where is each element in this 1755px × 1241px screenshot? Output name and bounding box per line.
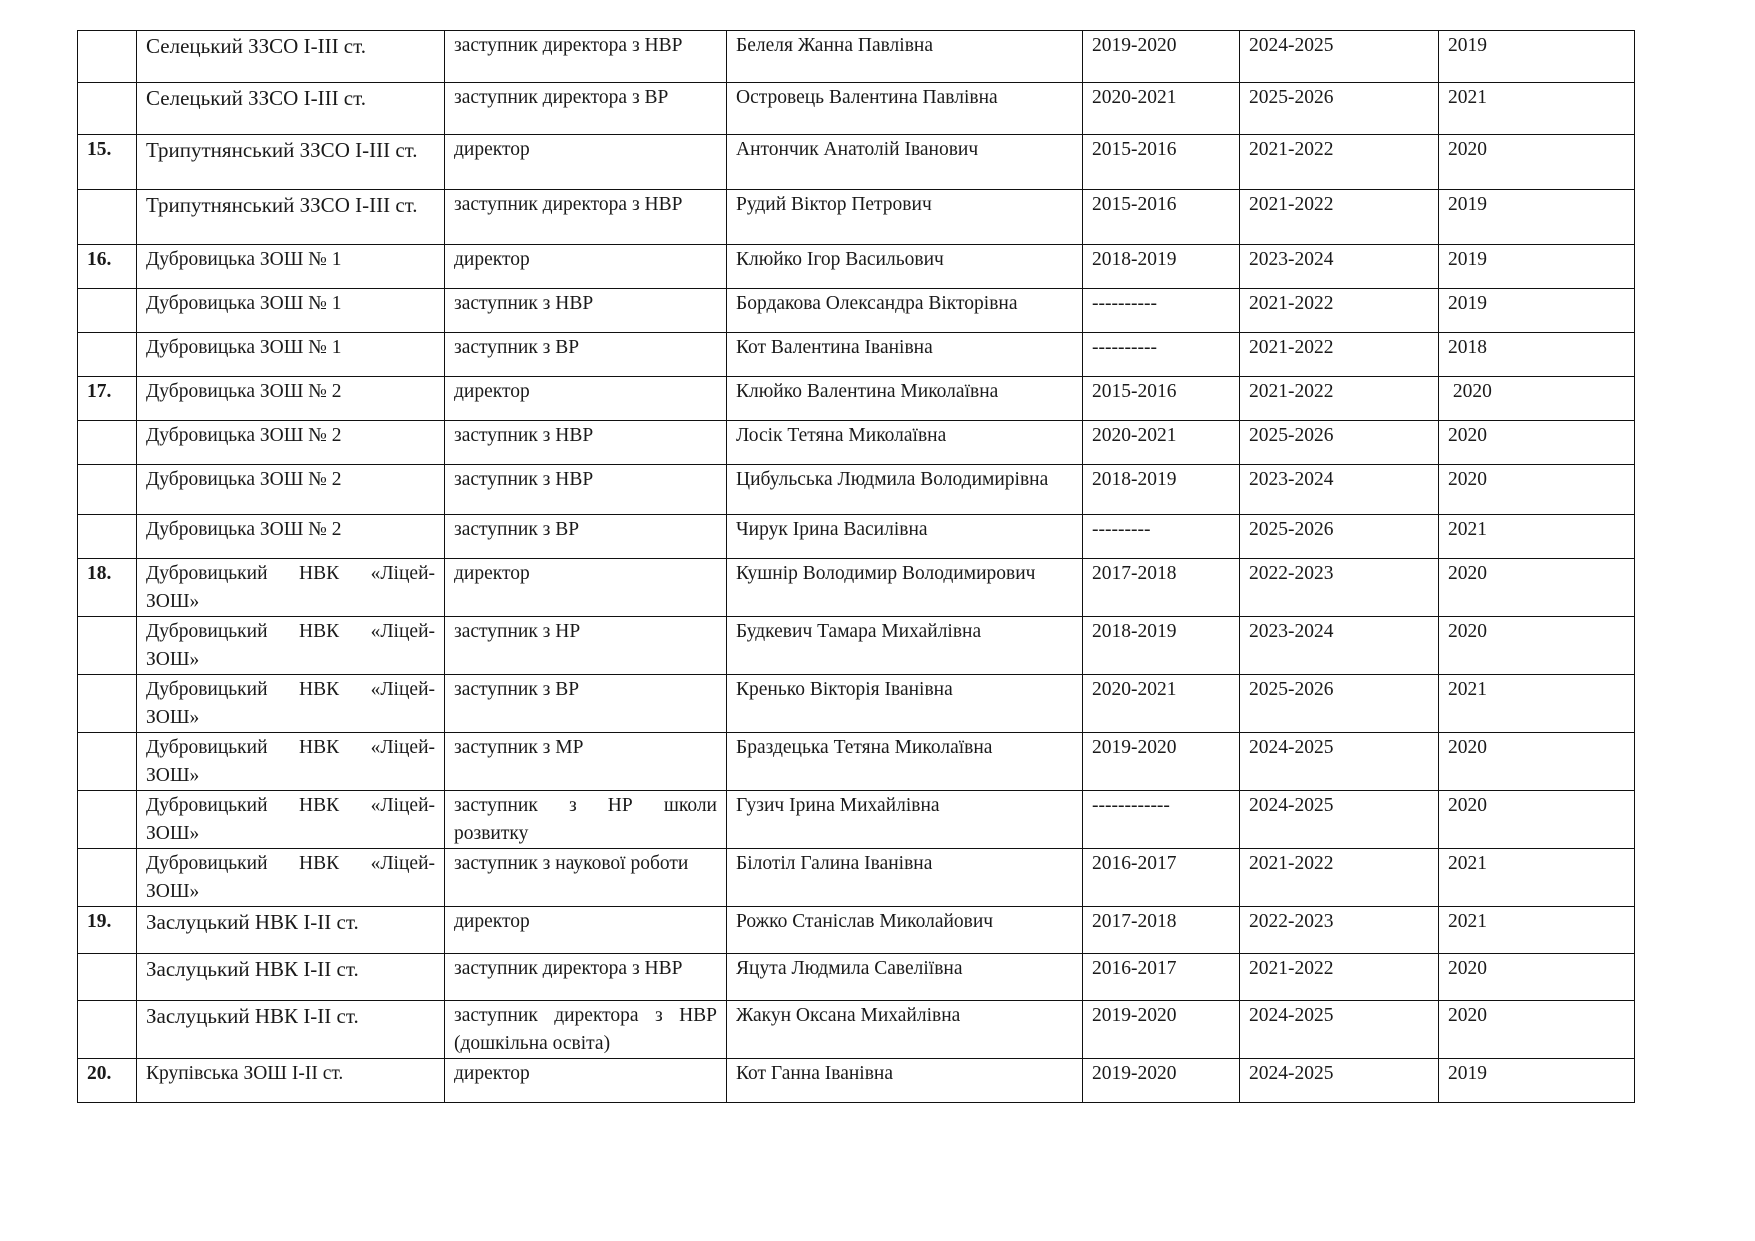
year-cell: 2020 [1439,617,1635,675]
period-start-cell: ------------ [1083,791,1240,849]
school-cell: Заслуцький НВК І-ІІ ст. [137,954,445,1001]
table-row [78,421,1635,465]
row-number [78,421,137,465]
position-cell: заступник з ВР [445,515,727,559]
row-number: 16. [78,245,137,289]
school-cell: Дубровицька ЗОШ № 1 [137,333,445,377]
year-cell: 2020 [1439,733,1635,791]
position-cell: директор [445,907,727,954]
table-row [78,954,1635,1001]
name-cell: Цибульська Людмила Володимирівна [727,465,1083,515]
year-cell: 2020 [1439,791,1635,849]
table-row [78,377,1635,421]
position-cell: заступник з ВР [445,675,727,733]
year-cell: 2021 [1439,83,1635,135]
table-row [78,31,1635,83]
school-cell: Трипутнянський ЗЗСО І-ІІІ ст. [137,190,445,245]
school-cell: Дубровицький НВК «Ліцей-ЗОШ» [137,559,445,617]
row-number [78,31,137,83]
period-end-cell: 2021-2022 [1240,190,1439,245]
year-cell: 2019 [1439,1059,1635,1103]
period-end-cell: 2023-2024 [1240,465,1439,515]
year-cell: 2019 [1439,31,1635,83]
period-end-cell: 2021-2022 [1240,289,1439,333]
period-end-cell: 2023-2024 [1240,617,1439,675]
period-end-cell: 2021-2022 [1240,377,1439,421]
name-cell: Будкевич Тамара Михайлівна [727,617,1083,675]
period-end-cell: 2024-2025 [1240,31,1439,83]
name-cell: Жакун Оксана Михайлівна [727,1001,1083,1059]
row-number [78,733,137,791]
period-end-cell: 2022-2023 [1240,559,1439,617]
name-cell: Браздецька Тетяна Миколаївна [727,733,1083,791]
position-cell: заступник директора з НВР [445,190,727,245]
period-start-cell: 2018-2019 [1083,245,1240,289]
period-end-cell: 2021-2022 [1240,849,1439,907]
position-cell: заступник директора з НВР [445,31,727,83]
row-number [78,83,137,135]
table-row [78,1059,1635,1103]
position-cell: заступник з НВР [445,421,727,465]
position-cell: директор [445,135,727,190]
period-start-cell: 2020-2021 [1083,83,1240,135]
row-number: 20. [78,1059,137,1103]
row-number [78,515,137,559]
school-cell: Трипутнянський ЗЗСО І-ІІІ ст. [137,135,445,190]
school-cell: Дубровицький НВК «Ліцей-ЗОШ» [137,733,445,791]
position-cell: заступник з НВР [445,465,727,515]
staff-table [77,30,1635,1103]
table-row [78,333,1635,377]
period-end-cell: 2025-2026 [1240,421,1439,465]
school-cell: Дубровицька ЗОШ № 1 [137,245,445,289]
period-start-cell: 2019-2020 [1083,1001,1240,1059]
year-cell: 2021 [1439,907,1635,954]
table-row [78,675,1635,733]
position-cell: заступник директора з НВР [445,954,727,1001]
name-cell: Кот Валентина Іванівна [727,333,1083,377]
row-number [78,289,137,333]
period-end-cell: 2024-2025 [1240,791,1439,849]
position-cell: заступник з НР школи розвитку [445,791,727,849]
table-row [78,617,1635,675]
period-end-cell: 2024-2025 [1240,1001,1439,1059]
position-cell: директор [445,377,727,421]
row-number: 17. [78,377,137,421]
year-cell: 2021 [1439,849,1635,907]
school-cell: Дубровицький НВК «Ліцей-ЗОШ» [137,849,445,907]
name-cell: Гузич Ірина Михайлівна [727,791,1083,849]
period-start-cell: 2015-2016 [1083,135,1240,190]
period-start-cell: 2019-2020 [1083,1059,1240,1103]
position-cell: заступник з НР [445,617,727,675]
position-cell: директор [445,559,727,617]
row-number [78,1001,137,1059]
row-number: 19. [78,907,137,954]
school-cell: Дубровицький НВК «Ліцей-ЗОШ» [137,617,445,675]
name-cell: Клюйко Валентина Миколаївна [727,377,1083,421]
period-end-cell: 2021-2022 [1240,333,1439,377]
row-number [78,849,137,907]
school-cell: Заслуцький НВК І-ІІ ст. [137,1001,445,1059]
period-end-cell: 2021-2022 [1240,135,1439,190]
year-cell: 2020 [1439,465,1635,515]
table-row [78,135,1635,190]
table-row [78,791,1635,849]
period-start-cell: 2019-2020 [1083,31,1240,83]
name-cell: Рудий Віктор Петрович [727,190,1083,245]
name-cell: Кренько Вікторія Іванівна [727,675,1083,733]
period-start-cell: 2018-2019 [1083,465,1240,515]
period-start-cell: ---------- [1083,333,1240,377]
row-number: 18. [78,559,137,617]
period-end-cell: 2024-2025 [1240,733,1439,791]
row-number [78,333,137,377]
year-cell: 2018 [1439,333,1635,377]
name-cell: Лосік Тетяна Миколаївна [727,421,1083,465]
period-end-cell: 2021-2022 [1240,954,1439,1001]
table-row [78,190,1635,245]
table-row [78,849,1635,907]
name-cell: Антончик Анатолій Іванович [727,135,1083,190]
school-cell: Дубровицька ЗОШ № 2 [137,377,445,421]
period-start-cell: --------- [1083,515,1240,559]
school-cell: Селецький ЗЗСО І-ІІІ ст. [137,83,445,135]
year-cell: 2019 [1439,289,1635,333]
position-cell: директор [445,1059,727,1103]
row-number [78,465,137,515]
staff-table-body [78,31,1635,1103]
period-end-cell: 2025-2026 [1240,675,1439,733]
year-cell: 2020 [1439,421,1635,465]
name-cell: Яцута Людмила Савеліївна [727,954,1083,1001]
table-row [78,907,1635,954]
period-start-cell: 2020-2021 [1083,421,1240,465]
year-cell: 2020 [1439,135,1635,190]
period-end-cell: 2025-2026 [1240,83,1439,135]
position-cell: директор [445,245,727,289]
period-start-cell: 2015-2016 [1083,377,1240,421]
year-cell: 2020 [1439,954,1635,1001]
table-row [78,289,1635,333]
name-cell: Білотіл Галина Іванівна [727,849,1083,907]
table-row [78,559,1635,617]
year-cell: 2020 [1439,377,1635,421]
year-cell: 2019 [1439,190,1635,245]
period-start-cell: 2020-2021 [1083,675,1240,733]
position-cell: заступник директора з НВР (дошкільна освіта) [445,1001,727,1059]
table-row [78,733,1635,791]
school-cell: Дубровицький НВК «Ліцей-ЗОШ» [137,675,445,733]
school-cell: Заслуцький НВК І-ІІ ст. [137,907,445,954]
period-end-cell: 2025-2026 [1240,515,1439,559]
period-start-cell: ---------- [1083,289,1240,333]
name-cell: Островець Валентина Павлівна [727,83,1083,135]
position-cell: заступник з наукової роботи [445,849,727,907]
school-cell: Дубровицький НВК «Ліцей-ЗОШ» [137,791,445,849]
school-cell: Дубровицька ЗОШ № 2 [137,421,445,465]
period-end-cell: 2023-2024 [1240,245,1439,289]
year-cell: 2021 [1439,675,1635,733]
period-start-cell: 2015-2016 [1083,190,1240,245]
period-start-cell: 2016-2017 [1083,954,1240,1001]
period-start-cell: 2017-2018 [1083,559,1240,617]
year-cell: 2020 [1439,559,1635,617]
position-cell: заступник з НВР [445,289,727,333]
name-cell: Белеля Жанна Павлівна [727,31,1083,83]
school-cell: Дубровицька ЗОШ № 2 [137,515,445,559]
school-cell: Селецький ЗЗСО І-ІІІ ст. [137,31,445,83]
position-cell: заступник з ВР [445,333,727,377]
year-cell: 2019 [1439,245,1635,289]
period-end-cell: 2022-2023 [1240,907,1439,954]
name-cell: Клюйко Ігор Васильович [727,245,1083,289]
period-start-cell: 2017-2018 [1083,907,1240,954]
name-cell: Бордакова Олександра Вікторівна [727,289,1083,333]
period-end-cell: 2024-2025 [1240,1059,1439,1103]
name-cell: Чирук Ірина Василівна [727,515,1083,559]
school-cell: Дубровицька ЗОШ № 2 [137,465,445,515]
position-cell: заступник з МР [445,733,727,791]
position-cell: заступник директора з ВР [445,83,727,135]
row-number [78,617,137,675]
row-number [78,675,137,733]
school-cell: Крупівська ЗОШ І-ІІ ст. [137,1059,445,1103]
name-cell: Кушнір Володимир Володимирович [727,559,1083,617]
row-number [78,190,137,245]
table-row [78,465,1635,515]
year-cell: 2020 [1439,1001,1635,1059]
period-start-cell: 2019-2020 [1083,733,1240,791]
row-number [78,954,137,1001]
school-cell: Дубровицька ЗОШ № 1 [137,289,445,333]
period-start-cell: 2018-2019 [1083,617,1240,675]
table-row [78,83,1635,135]
year-cell: 2021 [1439,515,1635,559]
table-row [78,1001,1635,1059]
row-number [78,791,137,849]
table-row [78,515,1635,559]
name-cell: Кот Ганна Іванівна [727,1059,1083,1103]
period-start-cell: 2016-2017 [1083,849,1240,907]
name-cell: Рожко Станіслав Миколайович [727,907,1083,954]
row-number: 15. [78,135,137,190]
table-row [78,245,1635,289]
